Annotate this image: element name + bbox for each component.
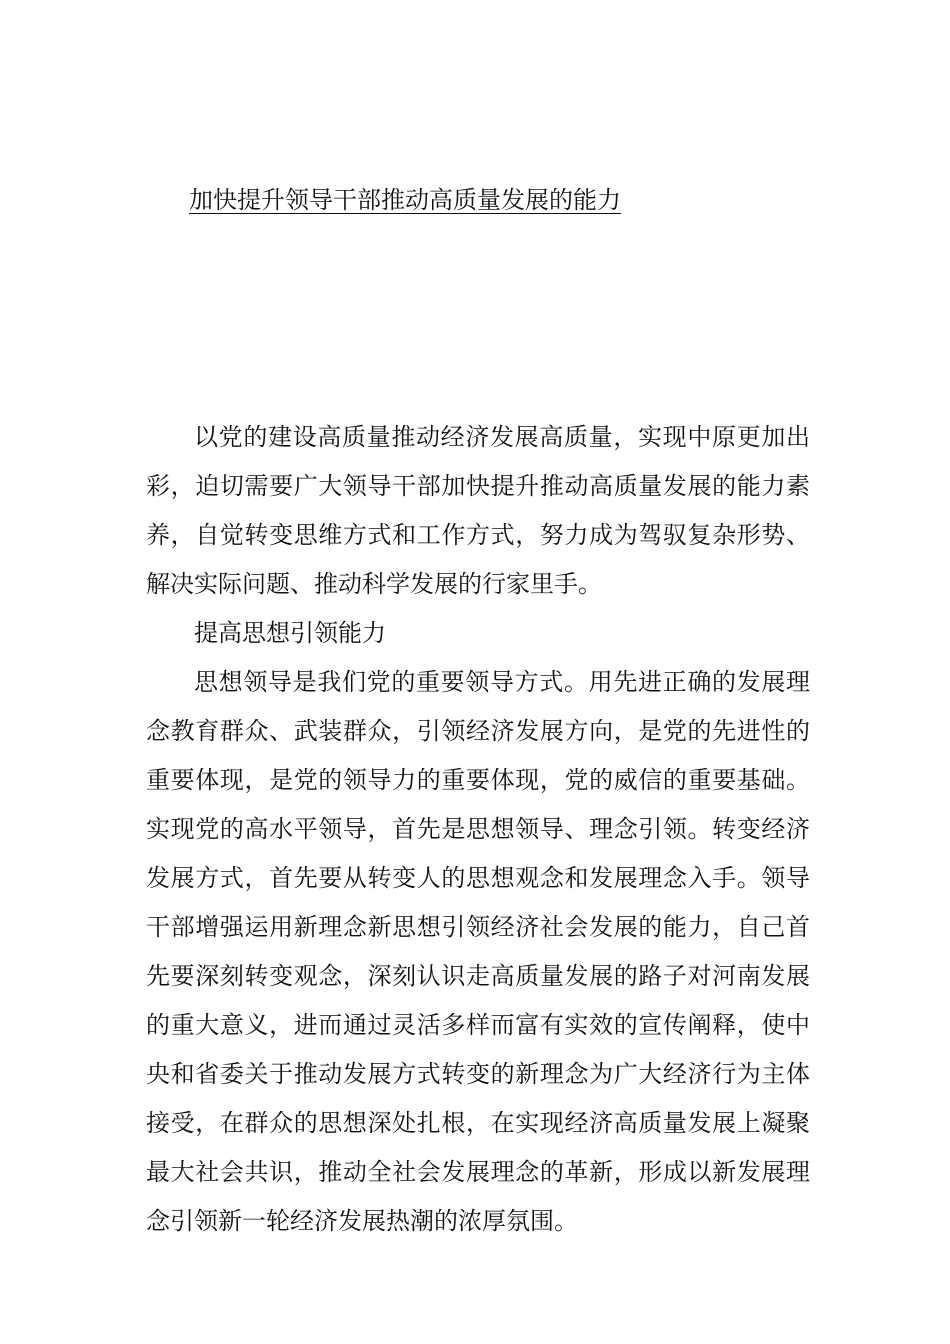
- section-paragraph: 思想领导是我们党的重要领导方式。用先进正确的发展理念教育群众、武装群众，引领经济发展方向，是党的先进性的重要体现，是党的领导力的重要体现，党的威信的重要基础。实现党的高水平领导，首先是思想领导、理念引领。转变经济发展方式，首先要从转变人的思想观念和发展理念入手。领导干部增强运用新理念新思想引领经济社会发展的能力，自己首先要深刻转变观念，深刻认识走高质量发展的路子对河南发展的重大意义，进而通过灵活多样而富有实效的宣传阐释，使中央和省委关于推动发展方式转变的新理念为广大经济行为主体接受，在群众的思想深处扎根，在实现经济高质量发展上凝聚最大社会共识，推动全社会发展理念的革新，形成以新发展理念引领新一轮经济发展热潮的浓厚氛围。: [146, 668, 810, 1235]
- document-title: 加快提升领导干部推动高质量发展的能力: [189, 186, 621, 214]
- section-heading: 提高思想引领能力: [194, 619, 386, 647]
- document-body: [146, 413, 810, 1246]
- intro-paragraph: 以党的建设高质量推动经济发展高质量，实现中原更加出彩，迫切需要广大领导干部加快提升推动高质量发展的能力素养，自觉转变思维方式和工作方式，努力成为驾驭复杂形势、解决实际问题、推动科学发展的行家里手。: [146, 423, 810, 598]
